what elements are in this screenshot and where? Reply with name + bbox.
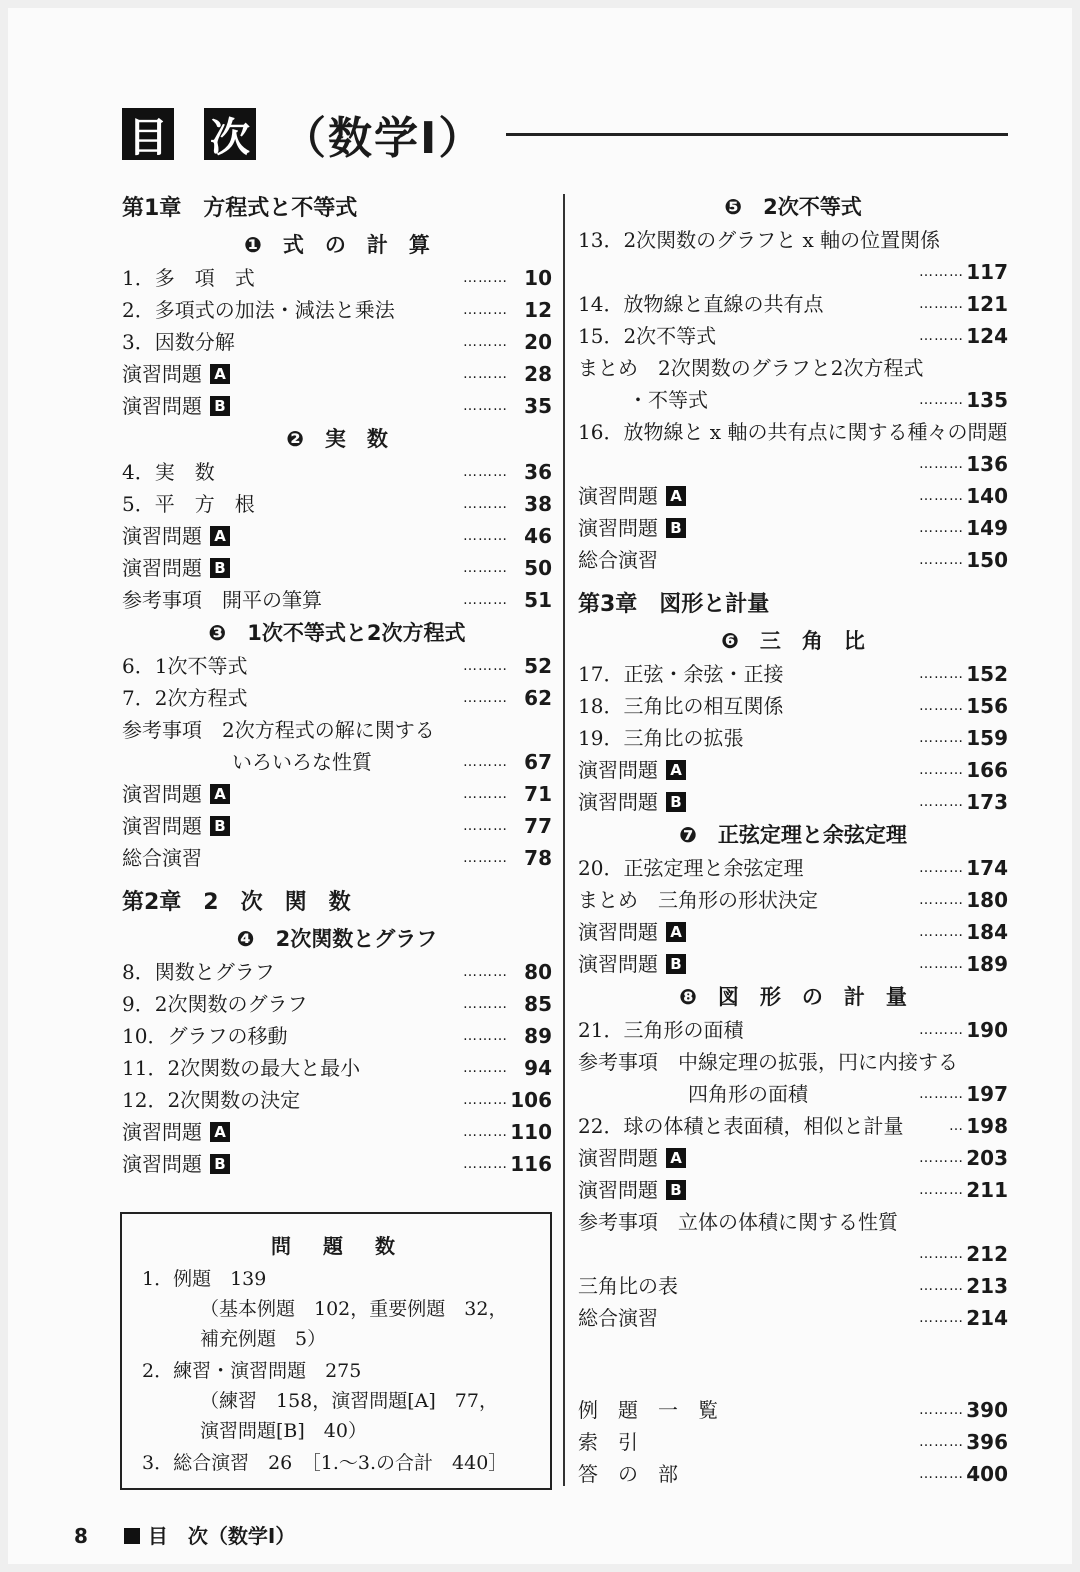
- toc-entry: [122, 456, 552, 488]
- leader-dots: ………: [919, 956, 964, 972]
- toc-entry: [122, 714, 552, 746]
- exercise-level-badge: B: [666, 954, 686, 974]
- exercise-level-badge: A: [666, 922, 686, 942]
- entry-label: 15．2次不等式: [578, 324, 717, 348]
- entry-label: 9．2次関数のグラフ: [122, 992, 308, 1016]
- entry-label: 8．関数とグラフ: [122, 960, 275, 984]
- page-number: 190: [966, 1018, 1008, 1042]
- page-number: 38: [524, 492, 552, 516]
- spacer: [578, 1344, 1008, 1354]
- leader-dots: ………: [919, 328, 964, 344]
- page-number: 152: [966, 662, 1008, 686]
- leader-dots: ………: [919, 730, 964, 746]
- entry-label: 14．放物線と直線の共有点: [578, 292, 824, 316]
- page-number: 35: [524, 394, 552, 418]
- chapter-heading: 第2章 2 次 関 数: [122, 890, 351, 915]
- exercise-level-badge: B: [210, 1154, 230, 1174]
- leader-dots: ………: [463, 1092, 508, 1108]
- toc-entry: [122, 810, 552, 842]
- spacer: [578, 1334, 1008, 1344]
- leader-dots: ………: [463, 818, 508, 834]
- exercise-level-badge: A: [666, 760, 686, 780]
- toc-entry: [578, 1206, 1008, 1238]
- toc-entry: [122, 1084, 552, 1116]
- page-number: 174: [966, 856, 1008, 880]
- page-number: 390: [966, 1398, 1008, 1422]
- page-number: 212: [966, 1242, 1008, 1266]
- toc-entry: [578, 916, 1008, 948]
- entry-label: 演習問題: [578, 952, 658, 976]
- toc-entry: [578, 288, 1008, 320]
- leader-dots: ………: [463, 302, 508, 318]
- page-number: 184: [966, 920, 1008, 944]
- toc-entry: [122, 262, 552, 294]
- page-number: 10: [524, 266, 552, 290]
- entry-label: 参考事項 2次方程式の解に関する: [122, 718, 435, 742]
- problem-count-line: 2．練習・演習問題 275: [142, 1360, 362, 1382]
- toc-entry: [578, 1078, 1008, 1110]
- entry-label: 演習問題: [122, 556, 202, 580]
- section-heading: ❼ 正弦定理と余弦定理: [679, 823, 907, 847]
- page-number: 159: [966, 726, 1008, 750]
- leader-dots: ………: [463, 754, 508, 770]
- leader-dots: ………: [463, 1156, 508, 1172]
- leader-dots: ………: [919, 1402, 964, 1418]
- entry-label: 演習問題: [122, 362, 202, 386]
- page-number: 198: [966, 1114, 1008, 1138]
- entry-label: 総合演習: [578, 548, 658, 572]
- toc-entry: [578, 416, 1008, 448]
- entry-label: 演習問題: [122, 524, 202, 548]
- toc-entry: [578, 320, 1008, 352]
- leader-dots: ………: [463, 528, 508, 544]
- toc-entry: [578, 224, 1008, 256]
- toc-entry: [578, 448, 1008, 480]
- leader-dots: ………: [463, 560, 508, 576]
- leader-dots: ………: [463, 964, 508, 980]
- leader-dots: ………: [919, 1466, 964, 1482]
- toc-entry: [122, 1148, 552, 1180]
- entry-label: 18．三角比の相互関係: [578, 694, 784, 718]
- page-number: 50: [524, 556, 552, 580]
- leader-dots: ………: [919, 762, 964, 778]
- entry-label: 例 題 一 覧: [578, 1398, 718, 1422]
- leader-dots: ………: [919, 1310, 964, 1326]
- toc-entry: [578, 1046, 1008, 1078]
- spacer: [578, 1374, 1008, 1384]
- toc-entry: [122, 682, 552, 714]
- leader-dots: ………: [919, 924, 964, 940]
- entry-label: 10．グラフの移動: [122, 1024, 288, 1048]
- page-number: 51: [524, 588, 552, 612]
- page-number: 89: [524, 1024, 552, 1048]
- exercise-level-badge: B: [666, 1180, 686, 1200]
- toc-entry: [578, 384, 1008, 416]
- page-number: 140: [966, 484, 1008, 508]
- page-number: 116: [510, 1152, 552, 1176]
- entry-label: 20．正弦定理と余弦定理: [578, 856, 804, 880]
- leader-dots: ………: [463, 398, 508, 414]
- page-footer: [74, 1520, 295, 1549]
- leader-dots: ………: [463, 592, 508, 608]
- page-number: 211: [966, 1178, 1008, 1202]
- leader-dots: ………: [463, 996, 508, 1012]
- entry-label: いろいろな性質: [232, 750, 372, 774]
- spacer: [122, 874, 552, 884]
- leader-dots: ………: [919, 1086, 964, 1102]
- exercise-level-badge: A: [210, 364, 230, 384]
- entry-label: 19．三角比の拡張: [578, 726, 744, 750]
- leader-dots: ………: [919, 392, 964, 408]
- page-number: 52: [524, 654, 552, 678]
- leader-dots: ………: [919, 520, 964, 536]
- page-number: 71: [524, 782, 552, 806]
- toc-entry: [578, 1142, 1008, 1174]
- column-divider: [563, 194, 565, 1486]
- page-number: 156: [966, 694, 1008, 718]
- toc-entry: [578, 1270, 1008, 1302]
- page-number: 85: [524, 992, 552, 1016]
- problem-count-line: （練習 158，演習問題[A] 77，: [200, 1390, 498, 1412]
- spacer: [578, 1384, 1008, 1394]
- leader-dots: ………: [463, 786, 508, 802]
- entry-label: 演習問題: [578, 484, 658, 508]
- section-heading: ❺ 2次不等式: [724, 195, 862, 219]
- toc-entry: [122, 1052, 552, 1084]
- entry-label: 演習問題: [578, 920, 658, 944]
- page-number: 136: [966, 452, 1008, 476]
- page-number: 110: [510, 1120, 552, 1144]
- leader-dots: ………: [919, 892, 964, 908]
- exercise-level-badge: B: [210, 558, 230, 578]
- entry-label: 4．実 数: [122, 460, 215, 484]
- problem-count-line: 1．例題 139: [142, 1268, 267, 1290]
- leader-dots: ………: [919, 860, 964, 876]
- entry-label: 演習問題: [578, 790, 658, 814]
- leader-dots: ………: [463, 464, 508, 480]
- leader-dots: ………: [919, 456, 964, 472]
- entry-label: 11．2次関数の最大と最小: [122, 1056, 361, 1080]
- footer-title: 目 次（数学Ⅰ）: [147, 1524, 296, 1548]
- toc-entry: [578, 948, 1008, 980]
- toc-entry: [122, 294, 552, 326]
- page-number: 8: [74, 1524, 88, 1548]
- toc-entry: [578, 754, 1008, 786]
- toc-entry: [122, 520, 552, 552]
- leader-dots: ………: [463, 366, 508, 382]
- exercise-level-badge: A: [666, 486, 686, 506]
- problem-count-line: 3．総合演習 26 ［1.～3.の合計 440］: [142, 1452, 508, 1474]
- toc-entry: [578, 352, 1008, 384]
- leader-dots: ………: [463, 334, 508, 350]
- title-rule: [506, 133, 1008, 136]
- page-number: 78: [524, 846, 552, 870]
- exercise-level-badge: A: [666, 1148, 686, 1168]
- entry-label: 索 引: [578, 1430, 638, 1454]
- leader-dots: ………: [919, 1182, 964, 1198]
- entry-label: 三角比の表: [578, 1274, 678, 1298]
- entry-label: 演習問題: [122, 814, 202, 838]
- toc-entry: [578, 1458, 1008, 1490]
- page-number: 67: [524, 750, 552, 774]
- page-number: 121: [966, 292, 1008, 316]
- toc-entry: [122, 584, 552, 616]
- toc-entry: [122, 326, 552, 358]
- toc-entry: [578, 690, 1008, 722]
- toc-entry: [578, 884, 1008, 916]
- spacer: [578, 576, 1008, 586]
- toc-entry: [122, 552, 552, 584]
- page-number: 396: [966, 1430, 1008, 1454]
- entry-label: まとめ 2次関数のグラフと2次方程式: [578, 356, 924, 380]
- entry-label: 12．2次関数の決定: [122, 1088, 301, 1112]
- entry-label: 総合演習: [578, 1306, 658, 1330]
- title-subject: （数学Ⅰ）: [282, 113, 485, 164]
- toc-entry: [578, 480, 1008, 512]
- section-heading: ❽ 図 形 の 計 量: [679, 985, 907, 1009]
- problem-count-title: 問 題 数: [271, 1234, 401, 1258]
- entry-label: 参考事項 中線定理の拡張，円に内接する: [578, 1050, 958, 1074]
- toc-entry: [122, 778, 552, 810]
- page-number: 62: [524, 686, 552, 710]
- entry-label: 演習問題: [122, 782, 202, 806]
- entry-label: 四角形の面積: [688, 1082, 808, 1106]
- section-heading: ❻ 三 角 比: [721, 629, 865, 653]
- toc-entry: [578, 512, 1008, 544]
- entry-label: 5．平 方 根: [122, 492, 255, 516]
- entry-label: 参考事項 立体の体積に関する性質: [578, 1210, 898, 1234]
- problem-count-line: 演習問題[B] 40）: [200, 1420, 367, 1442]
- entry-label: 総合演習: [122, 846, 202, 870]
- exercise-level-badge: B: [666, 518, 686, 538]
- entry-label: 答 の 部: [578, 1462, 678, 1486]
- toc-entry: [578, 1014, 1008, 1046]
- entry-label: 演習問題: [578, 1146, 658, 1170]
- leader-dots: ………: [463, 1124, 508, 1140]
- section-heading: ❷ 実 数: [286, 427, 388, 451]
- spacer: [578, 1354, 1008, 1364]
- toc-entry: [578, 1302, 1008, 1334]
- toc-right-column: [578, 190, 1008, 1490]
- toc-entry: [578, 1238, 1008, 1270]
- page-number: 400: [966, 1462, 1008, 1486]
- page-number: 173: [966, 790, 1008, 814]
- exercise-level-badge: A: [210, 526, 230, 546]
- entry-label: 13．2次関数のグラフと x 軸の位置関係: [578, 228, 941, 252]
- leader-dots: ………: [919, 264, 964, 280]
- page-number: 149: [966, 516, 1008, 540]
- leader-dots: ………: [463, 690, 508, 706]
- leader-dots: ………: [463, 1028, 508, 1044]
- exercise-level-badge: B: [210, 816, 230, 836]
- section-heading: ❶ 式 の 計 算: [244, 233, 430, 257]
- page-number: 77: [524, 814, 552, 838]
- title-char-1: 目: [122, 108, 174, 160]
- page-number: 150: [966, 548, 1008, 572]
- problem-count-box: [120, 1212, 552, 1490]
- toc-entry: [578, 852, 1008, 884]
- toc-entry: [578, 1426, 1008, 1458]
- page-number: 213: [966, 1274, 1008, 1298]
- entry-label: 演習問題: [578, 1178, 658, 1202]
- toc-entry: [122, 650, 552, 682]
- title-char-2: 次: [204, 108, 256, 160]
- toc-entry: [578, 786, 1008, 818]
- entry-label: 演習問題: [578, 516, 658, 540]
- toc-entry: [578, 544, 1008, 576]
- entry-label: 演習問題: [122, 1120, 202, 1144]
- toc-entry: [122, 358, 552, 390]
- toc-entry: [122, 842, 552, 874]
- page-number: 106: [510, 1088, 552, 1112]
- page-number: 117: [966, 260, 1008, 284]
- leader-dots: ………: [919, 1246, 964, 1262]
- chapter-heading: 第1章 方程式と不等式: [122, 196, 358, 221]
- leader-dots: ………: [919, 1150, 964, 1166]
- leader-dots: ………: [919, 1022, 964, 1038]
- page-number: 197: [966, 1082, 1008, 1106]
- page-number: 214: [966, 1306, 1008, 1330]
- leader-dots: ………: [919, 552, 964, 568]
- toc-entry: [578, 1174, 1008, 1206]
- page-number: 28: [524, 362, 552, 386]
- toc-entry: [578, 658, 1008, 690]
- toc-entry: [122, 988, 552, 1020]
- entry-label: 16．放物線と x 軸の共有点に関する種々の問題: [578, 420, 1008, 444]
- chapter-heading: 第3章 図形と計量: [578, 592, 770, 617]
- leader-dots: …: [949, 1118, 964, 1134]
- entry-label: 1．多 項 式: [122, 266, 255, 290]
- toc-entry: [122, 746, 552, 778]
- page-number: 135: [966, 388, 1008, 412]
- page: [8, 8, 1072, 1564]
- leader-dots: ………: [463, 658, 508, 674]
- page-number: 12: [524, 298, 552, 322]
- page-number: 80: [524, 960, 552, 984]
- exercise-level-badge: B: [210, 396, 230, 416]
- leader-dots: ………: [919, 296, 964, 312]
- toc-entry: [122, 488, 552, 520]
- exercise-level-badge: B: [666, 792, 686, 812]
- leader-dots: ………: [919, 1278, 964, 1294]
- leader-dots: ………: [463, 496, 508, 512]
- page-number: 189: [966, 952, 1008, 976]
- page-number: 36: [524, 460, 552, 484]
- entry-label: ・不等式: [628, 388, 708, 412]
- entry-label: 3．因数分解: [122, 330, 235, 354]
- entry-label: 6．1次不等式: [122, 654, 248, 678]
- toc-left-column: [122, 190, 552, 1180]
- section-heading: ❸ 1次不等式と2次方程式: [208, 621, 466, 645]
- page-number: 203: [966, 1146, 1008, 1170]
- leader-dots: ………: [919, 666, 964, 682]
- toc-entry: [578, 1110, 1008, 1142]
- page-title: [122, 104, 484, 164]
- entry-label: 演習問題: [122, 1152, 202, 1176]
- toc-entry: [122, 390, 552, 422]
- page-number: 180: [966, 888, 1008, 912]
- section-heading: ❹ 2次関数とグラフ: [236, 927, 438, 951]
- page-number: 166: [966, 758, 1008, 782]
- entry-label: 2．多項式の加法・減法と乗法: [122, 298, 395, 322]
- toc-entry: [578, 256, 1008, 288]
- leader-dots: ………: [919, 488, 964, 504]
- leader-dots: ………: [463, 270, 508, 286]
- toc-entry: [578, 722, 1008, 754]
- entry-label: 21．三角形の面積: [578, 1018, 744, 1042]
- spacer: [578, 1364, 1008, 1374]
- entry-label: 7．2次方程式: [122, 686, 248, 710]
- toc-entry: [122, 1020, 552, 1052]
- entry-label: 17．正弦・余弦・正接: [578, 662, 784, 686]
- problem-count-line: （基本例題 102，重要例題 32，: [200, 1298, 508, 1320]
- leader-dots: ………: [463, 1060, 508, 1076]
- leader-dots: ………: [919, 1434, 964, 1450]
- leader-dots: ………: [919, 698, 964, 714]
- page-number: 124: [966, 324, 1008, 348]
- page-number: 46: [524, 524, 552, 548]
- exercise-level-badge: A: [210, 784, 230, 804]
- entry-label: まとめ 三角形の形状決定: [578, 888, 818, 912]
- entry-label: 演習問題: [122, 394, 202, 418]
- leader-dots: ………: [463, 850, 508, 866]
- leader-dots: ………: [919, 794, 964, 810]
- toc-entry: [122, 1116, 552, 1148]
- toc-entry: [578, 1394, 1008, 1426]
- page-number: 20: [524, 330, 552, 354]
- page-number: 94: [524, 1056, 552, 1080]
- entry-label: 22．球の体積と表面積，相似と計量: [578, 1114, 904, 1138]
- entry-label: 演習問題: [578, 758, 658, 782]
- square-icon: [124, 1528, 140, 1544]
- toc-entry: [122, 956, 552, 988]
- entry-label: 参考事項 開平の筆算: [122, 588, 322, 612]
- problem-count-line: 補充例題 5）: [200, 1328, 327, 1350]
- exercise-level-badge: A: [210, 1122, 230, 1142]
